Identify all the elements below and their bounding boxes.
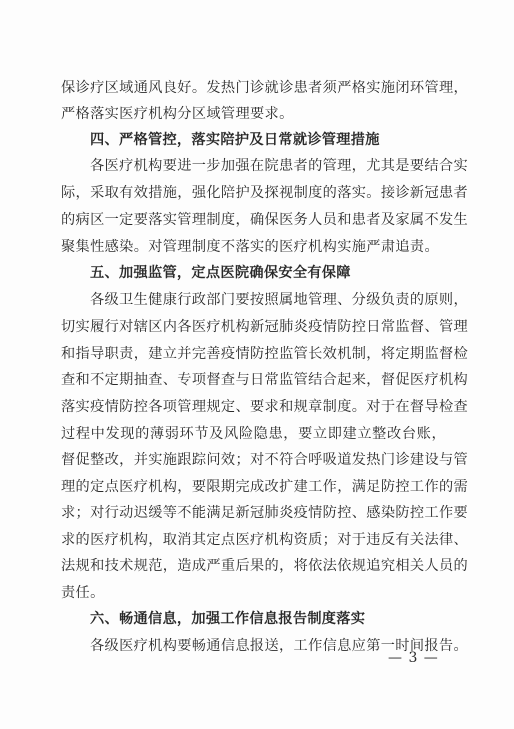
body-line: 过程中发现的薄弱环节及风险隐患，要立即建立整改台账， (61, 426, 446, 442)
body-line: 法规和技术规范，造成严重后果的，将依法依规追究相关人员的 (61, 558, 469, 574)
body-line: 的病区一定要落实管理制度，确保医务人员和患者及家属不发生 (61, 212, 469, 228)
body-line: 理的定点医疗机构，要限期完成改扩建工作，满足防控工作的需 (61, 479, 469, 495)
body-line: 和指导职责，建立并完善疫情防控监管长效机制，将定期监督检 (61, 346, 469, 362)
body-line: 严格落实医疗机构分区域管理要求。 (61, 106, 294, 122)
body-line: 责任。 (61, 585, 105, 601)
body-line: 督促整改，并实施跟踪问效；对不符合呼吸道发热门诊建设与管 (61, 452, 469, 468)
section-heading-4: 四、严格管控，落实陪护及日常就诊管理措施 (90, 132, 380, 148)
body-line: 查和不定期抽查、专项督查与日常监管结合起来，督促医疗机构 (61, 372, 469, 388)
section-heading-6: 六、畅通信息，加强工作信息报告制度落实 (90, 611, 366, 627)
body-line: 落实疫情防控各项管理规定、要求和规章制度。对于在督导检查 (61, 399, 469, 415)
body-line: 各医疗机构要进一步加强在院患者的管理，尤其是要结合实 (90, 158, 468, 174)
page-number: — 3 — (388, 650, 439, 666)
section-heading-5: 五、加强监管，定点医院确保安全有保障 (90, 265, 351, 281)
body-line: 保诊疗区域通风良好。发热门诊就诊患者须严格实施闭环管理， (61, 80, 469, 96)
body-line: 求；对行动迟缓等不能满足新冠肺炎疫情防控、感染防控工作要 (61, 505, 469, 521)
body-line: 各级卫生健康行政部门要按照属地管理、分级负责的原则， (90, 292, 468, 308)
body-line: 际，采取有效措施，强化陪护及探视制度的落实。接诊新冠患者 (61, 185, 469, 201)
body-line: 求的医疗机构，取消其定点医疗机构资质；对于违反有关法律、 (61, 532, 469, 548)
body-line: 切实履行对辖区内各医疗机构新冠肺炎疫情防控日常监督、管理 (61, 319, 469, 335)
body-line: 各级医疗机构要畅通信息报送，工作信息应第一时间报告。 (90, 638, 468, 654)
body-line: 聚集性感染。对管理制度不落实的医疗机构实施严肃追责。 (61, 239, 439, 255)
